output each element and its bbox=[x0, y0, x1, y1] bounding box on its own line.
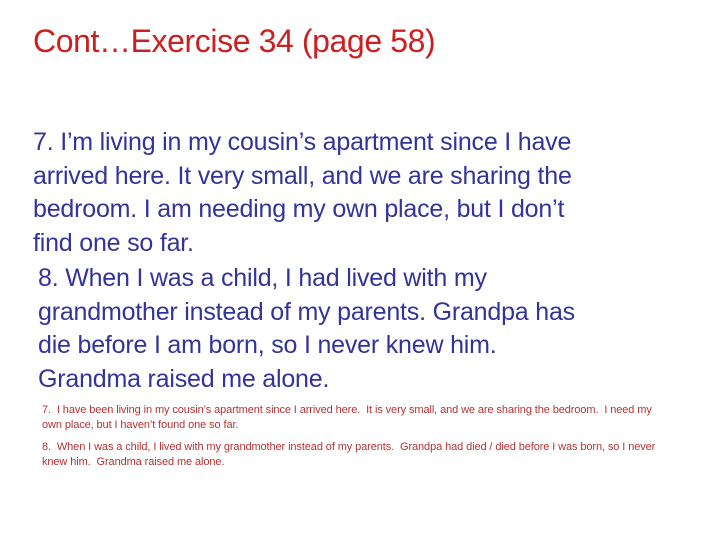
exercise-7-line-4: find one so far. bbox=[33, 228, 194, 257]
exercise-sentences bbox=[33, 126, 693, 396]
exercise-8-line-3: die before I am born, so I never knew him. bbox=[38, 331, 497, 359]
answer-key bbox=[42, 403, 710, 470]
answer-8-line-1: 8. When I was a child, I lived with my grandmother instead of my parents. Grandpa had died / died before I was born, so I never bbox=[42, 441, 656, 453]
exercise-8-line-1: 8. When I was a child, I had lived with my bbox=[38, 264, 487, 292]
exercise-8-line-4: Grandma raised me alone. bbox=[38, 364, 330, 393]
exercise-8-paragraph bbox=[38, 262, 693, 396]
slide-title: Cont…Exercise 34 (page 58) bbox=[33, 23, 436, 59]
exercise-7-line-1: 7. I’m living in my cousin’s apartment since I have bbox=[33, 128, 572, 156]
answer-8-paragraph bbox=[42, 440, 710, 470]
exercise-7-paragraph bbox=[33, 126, 693, 260]
answer-7-line-2: own place, but I haven’t found one so far. bbox=[42, 419, 239, 431]
answer-7-line-1: 7. I have been living in my cousin’s apartment since I arrived here. It is very small, and we are sharing the bedroom. I need my bbox=[42, 404, 652, 416]
answer-8-line-2: knew him. Grandma raised me alone. bbox=[42, 456, 225, 468]
exercise-7-line-2: arrived here. It very small, and we are sharing the bbox=[33, 161, 572, 190]
answer-7-paragraph bbox=[42, 403, 710, 433]
exercise-7-line-3: bedroom. I am needing my own place, but I don’t bbox=[33, 195, 565, 223]
exercise-8-line-2: grandmother instead of my parents. Grandpa has bbox=[38, 297, 575, 326]
